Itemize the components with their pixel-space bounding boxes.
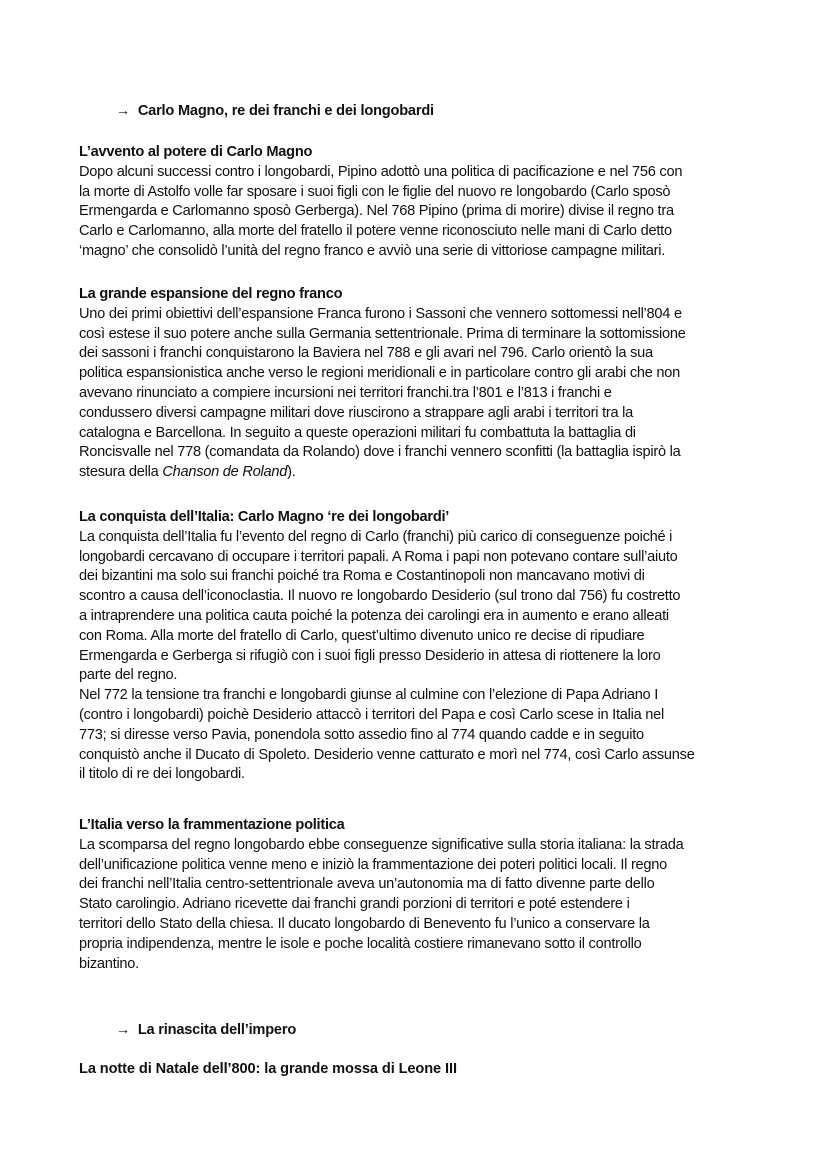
paragraph-line: Uno dei primi obiettivi dell’espansione Franca furono i Sassoni che vennero sottomessi nell’804 e: [79, 305, 682, 322]
paragraph-line: La scomparsa del regno longobardo ebbe conseguenze significative sulla storia italiana: la strada: [79, 836, 684, 853]
paragraph-line: Ermengarda e Gerberga si rifugiò con i suoi figli presso Desiderio in attesa di riottenere la loro: [79, 647, 661, 664]
paragraph-line: Dopo alcuni successi contro i longobardi, Pipino adottò una politica di pacificazione e nel 756 con: [79, 163, 683, 180]
paragraph-line: Nel 772 la tensione tra franchi e longobardi giunse al culmine con l’elezione di Papa Adriano I: [79, 687, 659, 704]
paragraph-line: ‘magno’ che consolidò l’unità del regno franco e avviò una serie di vittoriose campagne militari.: [79, 242, 666, 259]
section-title-natale-800: La notte di Natale dell’800: la grande mossa di Leone III: [79, 1061, 457, 1077]
text-fragment: stesura della: [79, 464, 163, 481]
section-espansione: [79, 285, 759, 483]
text-fragment: ).: [287, 464, 296, 481]
paragraph-line: così estese il suo potere anche sulla Germania settentrionale. Prima di terminare la sottomissione: [79, 325, 686, 342]
paragraph-line: Ermengarda e Carlomanno sposò Gerberga). Nel 768 Pipino (prima di morire) divise il regno tra: [79, 203, 674, 220]
section-title: L’Italia verso la frammentazione politica: [79, 817, 345, 833]
chapter-heading-1: [116, 100, 434, 121]
paragraph-line: il titolo di re dei longobardi.: [79, 766, 245, 783]
paragraph-line: con Roma. Alla morte del fratello di Carlo, quest’ultimo divenuto unico re decise di ripudiare: [79, 627, 645, 644]
paragraph-line: parte del regno.: [79, 667, 178, 684]
paragraph-line: Carlo e Carlomanno, alla morte del fratello il potere venne riconosciuto nelle mani di Carlo detto: [79, 223, 672, 240]
paragraph-line: propria indipendenza, mentre le isole e poche località costiere rimanevano sotto il controllo: [79, 935, 642, 952]
paragraph-line: dei bizantini ma solo sui franchi poiché tra Roma e Costantinopoli non mancavano motivi di: [79, 568, 645, 585]
paragraph-line: politica espansionistica anche verso le regioni meridionali e in particolare contro gli arabi che non: [79, 365, 681, 382]
arrow-right-icon: →: [116, 1021, 130, 1037]
paragraph-line: (contro i longobardi) poichè Desiderio attaccò i territori del Papa e così Carlo scese in Italia nel: [79, 706, 665, 723]
paragraph-line: La conquista dell’Italia fu l’evento del regno di Carlo (franchi) più carico di conseguenze poiché i: [79, 528, 673, 545]
paragraph-line: longobardi cercavano di occupare i territori papali. A Roma i papi non potevano contare sull’aiuto: [79, 548, 678, 565]
paragraph-line: 773; si diresse verso Pavia, ponendola sotto assedio fino al 774 quando cadde e in seguito: [79, 726, 644, 743]
paragraph-line: bizantino.: [79, 955, 139, 972]
paragraph-line: Stato carolingio. Adriano ricevette dai franchi grandi porzioni di territori e poté estendere i: [79, 896, 630, 913]
section-frammentazione: [79, 816, 759, 974]
work-title-italic: Chanson de Roland: [162, 464, 288, 481]
paragraph-line: a intraprendere una politica cauta poiché la potenza dei carolingi era in aumento e erano alleati: [79, 607, 669, 624]
paragraph-line: dei sassoni i franchi conquistarono la Baviera nel 788 e gli avari nel 796. Carlo orientò la sua: [79, 345, 653, 362]
paragraph-line: [79, 463, 759, 483]
chapter-title: Carlo Magno, re dei franchi e dei longobardi: [137, 103, 434, 119]
section-conquista-italia: [79, 508, 759, 785]
paragraph-line: catalogna e Barcellona. In seguito a queste operazioni militari fu combattuta la battaglia di: [79, 424, 636, 441]
paragraph-line: dei franchi nell’Italia centro-settentrionale aveva un’autonomia ma di fatto divenne parte dello: [79, 876, 655, 893]
arrow-right-icon: →: [116, 102, 130, 118]
paragraph-line: Roncisvalle nel 778 (comandata da Rolando) dove i franchi vennero sconfitti (la battaglia ispirò la: [79, 444, 681, 461]
section-title: La conquista dell’Italia: Carlo Magno ‘re dei longobardi’: [79, 509, 450, 525]
paragraph-line: avevano rinunciato a compiere incursioni nei territori franchi.tra l’801 e l’813 i franchi e: [79, 384, 612, 401]
chapter-title: La rinascita dell’impero: [137, 1022, 297, 1038]
section-avvento: [79, 143, 759, 262]
paragraph-line: condussero diversi campagne militari dove riuscirono a strappare agli arabi i territori tra la: [79, 404, 634, 421]
paragraph-line: la morte di Astolfo volle far sposare i suoi figli con le figlie del nuovo re longobardo (Carlo sposò: [79, 183, 671, 200]
paragraph-line: scontro a causa dell’iconoclastia. Il nuovo re longobardo Desiderio (sul trono dal 756) fu costretto: [79, 588, 681, 605]
section-title: La grande espansione del regno franco: [79, 286, 343, 302]
chapter-heading-2: [116, 1019, 296, 1040]
paragraph-line: territori dello Stato della chiesa. Il ducato longobardo di Benevento fu l’unico a conservare la: [79, 915, 650, 932]
section-title: L’avvento al potere di Carlo Magno: [79, 144, 313, 160]
paragraph-line: dell’unificazione politica venne meno e iniziò la frammentazione dei poteri politici locali. Il regno: [79, 856, 668, 873]
paragraph-line: conquistò anche il Ducato di Spoleto. Desiderio venne catturato e morì nel 774, così Carlo assunse: [79, 746, 695, 763]
